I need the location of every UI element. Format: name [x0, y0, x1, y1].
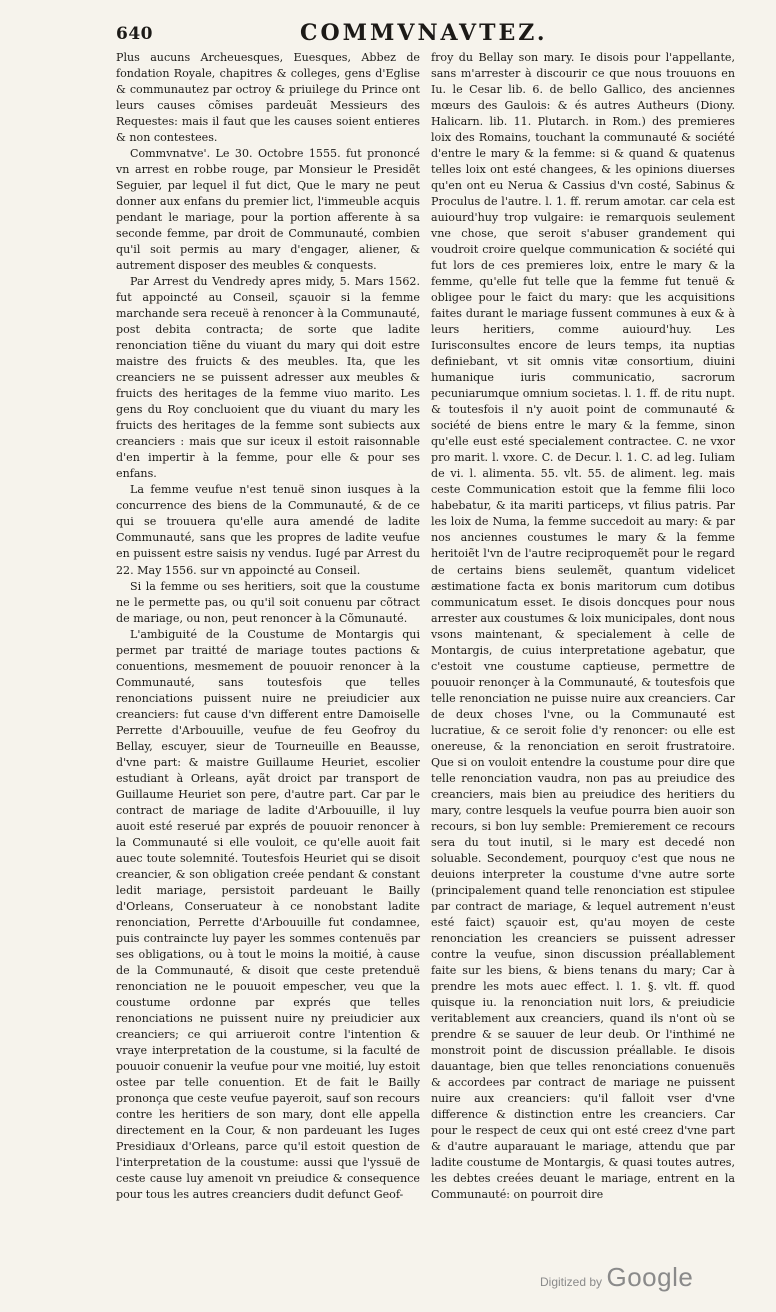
paragraph: La femme veufue n'est tenuë sinon iusques à la concurrence des biens de la Communauté, & de ce qui se trouuera qu'elle aura amendé de ladite Communauté, sans que les propres de ladite veufue en puissent estre saisis ny vendus. Iugé par Arrest du 22. May 1556. sur vn appoincté au Conseil.	[116, 483, 420, 577]
paragraph: Commvnatve'. Le 30. Octobre 1555. fut prononcé vn arrest en robbe rouge, par Monsieur le Presidẽt Seguier, par lequel il fut dict, Que le mary ne peut donner aux enfans du premier lict, l'immeuble acquis pendant le mariage, pour la portion afferente à sa seconde femme, par droit de Communauté, combien qu'il soit permis au mary d'engager, aliener, & autrement disposer des meubles & conquests.	[116, 147, 420, 273]
digitized-watermark	[540, 1262, 693, 1293]
right-column	[431, 50, 735, 1203]
paragraph: froy du Bellay son mary. Ie disois pour l'appellante, sans m'arrester à discourir ce que nous trouuons en Iu. le Cesar lib. 6. de bello Gallico, des anciennes mœurs des Gaulois: & és autres Autheurs (Diony. Halicarn. lib. 11. Plutarch. in Rom.) des premieres loix des Romains, touchant la communauté & société d'entre le mary & la femme: si & quand & quatenus telles loix ont esté changees, & les opinions diuerses qu'en ont eu Nerua & Cassius d'vn costé, Sabinus & Proculus de l'autre. l. 1. ff. rerum amotar. car cela est auiourd'huy trop vulgaire: ie remarquois seulement vne chose, que seroit s'abuser grandement qui voudroit croire quelque communication & société qui fut lors de ces premieres loix, entre le mary & la femme, qu'elle fut telle que la femme fut tenuë & obligee pour le faict du mary: que les acquisitions faites durant le mariage fussent communes à eux & à leurs heritiers, comme auiourd'huy. Les Iurisconsultes encore de leurs temps, ita nuptias definiebant, vt sit omnis vitæ consortium, diuini humanique iuris communicatio, sacrorum pecuniarumque omnium societas. l. 1. ff. de ritu nupt. & toutesfois il n'y auoit point de communauté & société de biens entre le mary & la femme, sinon qu'elle eust esté specialement contractee. C. ne vxor pro marit. l. vxore. C. de Decur. l. 1. C. ad leg. Iuliam de vi. l. alimenta. 55. vlt. 55. de aliment. leg. mais ceste Communication estoit que la femme filii loco habebatur, & ita mariti particeps, vt filius patris. Par les loix de Numa, la femme succedoit au mary: & par nos anciennes coustumes le mary & la femme heritoiẽt l'vn de l'autre reciproquemẽt pour le regard de certains biens seulemẽt, quantum videlicet æstimatione facta ex bonis maritorum cum dotibus communicatum esset. Ie disois doncques pour nous arrester aux coustumes & loix municipales, dont nous vsons maintenant, & specialement à celle de Montargis, de cuius interpretatione agebatur, que c'estoit vne coustume captieuse, permettre de pouuoir renonçer à la Communauté, & toutesfois que telle renonciation ne puisse nuire aux creanciers. Car de deux choses l'vne, ou la Communauté est lucratiue, & ce seroit folie d'y renoncer: ou elle est onereuse, & la renonciation en seroit frustratoire. Que si on vouloit entendre la coustume pour dire que telle renonciation vaudra, non pas au preiudice des creanciers, mais bien au preiudice des heritiers du mary, contre lesquels la veufue pourra bien auoir son recours, si bon luy semble: Premierement ce recours sera du tout inutil, si le mary est decedé non soluable. Secondement, pourquoy c'est que nous ne deuions interpreter la coustume d'vne autre sorte (principalement quand telle renonciation est stipulee par contract de mariage, & lequel autrement n'eust esté faict) sçauoir est, qu'au moyen de ceste renonciation les creanciers se puissent adresser contre la veufue, sinon discussion préallablement faite sur les biens, & biens tenans du mary; Car à prendre les mots auec effect. l. 1. §. vlt. ff. quod quisque iu. la renonciation nuit lors, & preiudicie veritablement aux creanciers, quand ils n'ont où se prendre & se sauuer de leur deub. Or l'inthimé ne monstroit point de discussion préallable. Ie disois dauantage, bien que telles renonciations conuenuës & accordees par contract de mariage ne puissent nuire aux creanciers: qu'il falloit vser d'vne difference & distinction entre les creanciers. Car pour le respect de ceux qui ont esté creez d'vne part & d'autre auparauant le mariage, attendu que par ladite coustume de Montargis, & quasi toutes autres, les debtes creées deuant le mariage, entrent en la Communauté: on pourroit dire	[431, 51, 735, 1202]
google-logo: Google	[606, 1262, 694, 1292]
left-column	[116, 50, 420, 1203]
running-title: COMMVNAVTEZ.	[300, 20, 548, 46]
page-number: 640	[116, 24, 153, 44]
paragraph: Plus aucuns Archeuesques, Euesques, Abbez de fondation Royale, chapitres & colleges, gens d'Eglise & communautez par octroy & priuilege du Prince ont leurs causes cõmises pardeuãt Messieurs des Requestes: mais il faut que les causes soient entieres & non contestees.	[116, 51, 420, 145]
digitized-by-label: Digitized by	[540, 1275, 603, 1289]
paragraph: L'ambiguité de la Coustume de Montargis qui permet par traitté de mariage toutes pactions & conuentions, mesmement de pouuoir renoncer à la Communauté, sans toutesfois que telles renonciations puissent nuire ne preiudicier aux creanciers: fut cause d'vn different entre Damoiselle Perrette d'Arbouuille, veufue de feu Geofroy du Bellay, escuyer, sieur de Tourneuille en Beausse, d'vne part: & maistre Guillaume Heuriet, escolier estudiant à Orleans, ayãt droict par transport de Guillaume Heuriet son pere, d'autre part. Car par le contract de mariage de ladite d'Arbouuille, il luy auoit esté reserué par exprés de pouuoir renoncer à la Communauté si elle vouloit, ce qu'elle auoit fait auec toute solemnité. Toutesfois Heuriet qui se disoit creancier, & son obligation creée pendant & constant ledit mariage, persistoit pardeuant le Bailly d'Orleans, Conseruateur à ce nonobstant ladite renonciation, Perrette d'Arbouuille fut condamnee, puis contraincte luy payer les sommes contenuës par ses obligations, ou à tout le moins la moitié, à cause de la Communauté, & disoit que ceste pretenduë renonciation ne le pouuoit empescher, veu que la coustume ordonne par exprés que telles renonciations ne puissent nuire ny preiudicier aux creanciers; ce qui arriueroit contre l'intention & vraye interpretation de la coustume, si la faculté de pouuoir conuenir la veufue pour vne moitié, luy estoit ostee par telle conuention. Et de fait le Bailly prononça que ceste veufue payeroit, sauf son recours contre les heritiers de son mary, dont elle appella directement en la Cour, & non pardeuant les Iuges Presidiaux d'Orleans, parce qu'il estoit question de l'interpretation de la coustume: aussi que l'yssuë de ceste cause luy amenoit vn preiudice & consequence pour tous les autres creanciers dudit defunct Geof-	[116, 627, 420, 1202]
paragraph: Si la femme ou ses heritiers, soit que la coustume ne le permette pas, ou qu'il soit conuenu par cõtract de mariage, ou non, peut renoncer à la Cõmunauté.	[116, 579, 420, 625]
paragraph: Par Arrest du Vendredy apres midy, 5. Mars 1562. fut appoincté au Conseil, sçauoir si la femme marchande sera receuë à renoncer à la Communauté, post debita contracta; de sorte que ladite renonciation tiẽne du viuant du mary qui doit estre maistre des fruicts & des meubles. Ita, que les creanciers ne se puissent adresser aux meubles & fruicts des heritages de la femme viuo marito. Les gens du Roy concluoient que du viuant du mary les fruicts des heritages de la femme sont subiects aux creanciers : mais que sur iceux il estoit raisonnable d'en impertir à la femme, pour elle & pour ses enfans.	[116, 275, 420, 481]
